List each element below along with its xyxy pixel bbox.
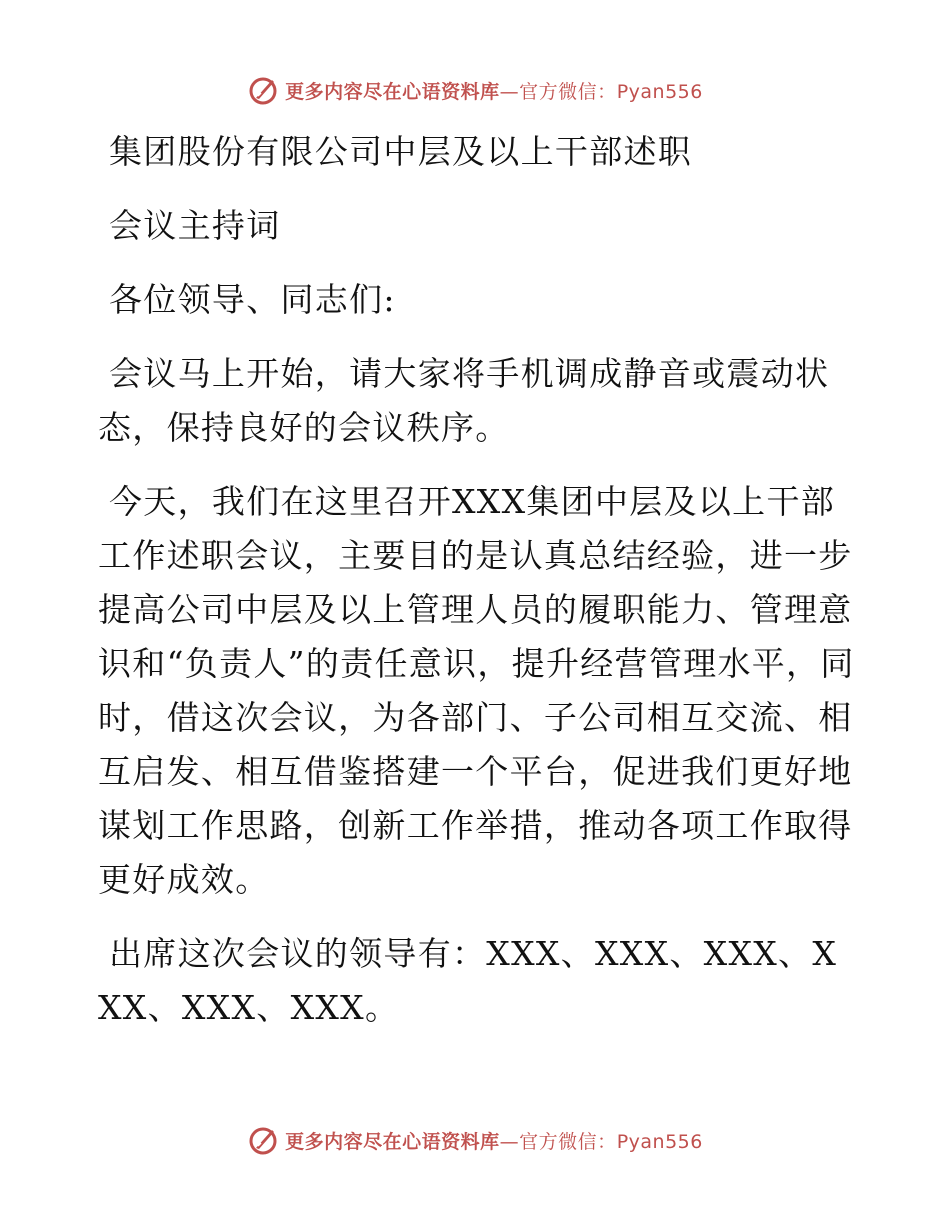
- footer-watermark-banner: [0, 1120, 950, 1160]
- document-title-line-1: 集团股份有限公司中层及以上干部述职: [109, 132, 693, 171]
- document-title-line-2: 会议主持词: [109, 206, 281, 245]
- paragraph-1: 会议马上开始，请大家将手机调成静音或震动状态，保持良好的会议秩序。: [98, 354, 830, 447]
- salutation: 各位领导、同志们:: [109, 280, 396, 319]
- watermark-text: 更多内容尽在心语资料库—官方微信：Pyan556: [285, 1130, 703, 1153]
- paragraph-2: 今天，我们在这里召开XXX集团中层及以上干部工作述职会议，主要目的是认真总结经验，进一步提高公司中层及以上管理人员的履职能力、管理意识和“负责人”的责任意识，提升经营管理水平，同时，借这次会议，为各部门、子公司相互交流、相互启发、相互借鉴搭建一个平台，促进我们更好地谋划工作思路，创新工作举措，推动各项工作取得更好成效。: [98, 482, 855, 899]
- watermark-text: 更多内容尽在心语资料库—官方微信：Pyan556: [285, 80, 703, 103]
- header-watermark-banner: [0, 70, 950, 110]
- document-body: [98, 125, 858, 1055]
- quill-circle-logo-icon: [247, 74, 279, 106]
- paragraph-3: 出席这次会议的领导有：XXX、XXX、XXX、XXX、XXX、XXX。: [98, 934, 838, 1027]
- quill-circle-logo-icon: [247, 1124, 279, 1156]
